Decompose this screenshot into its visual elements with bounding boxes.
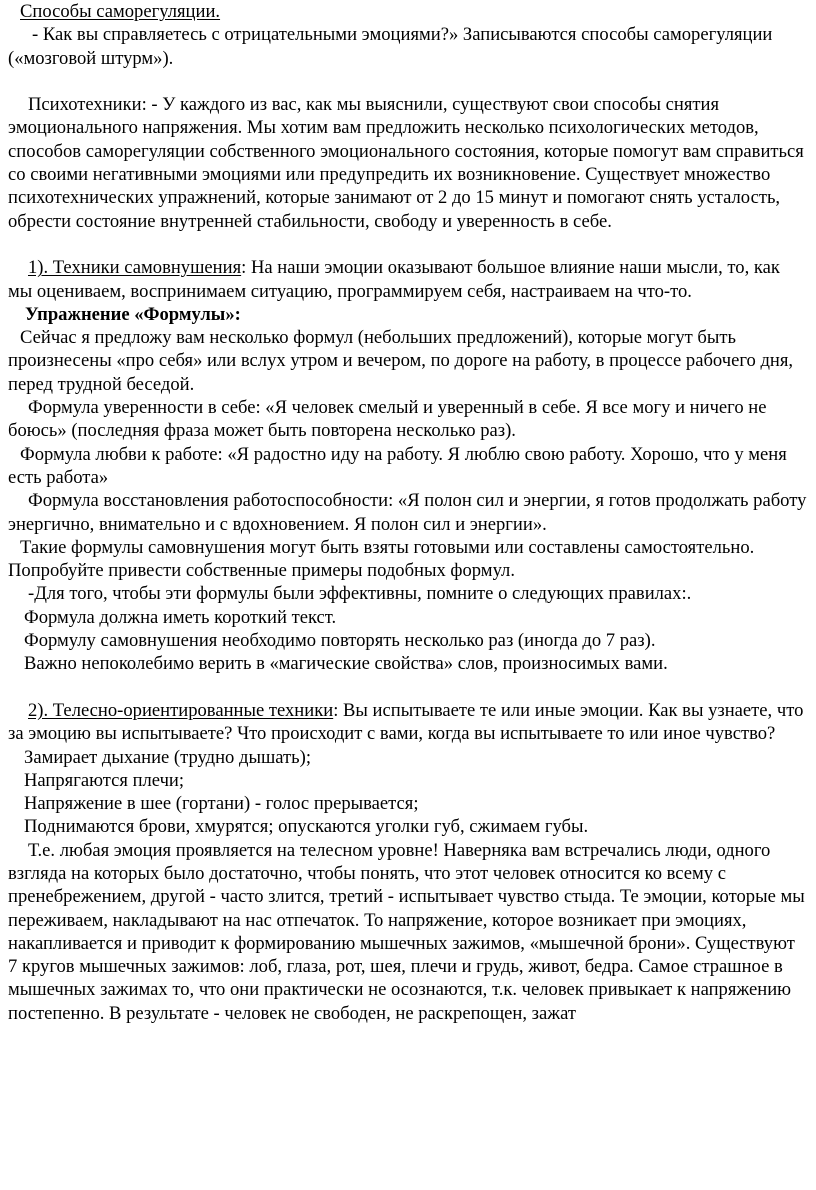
- sign-1-paragraph: Замирает дыхание (трудно дышать);: [24, 746, 312, 768]
- spacer: [8, 70, 808, 93]
- rule-1-paragraph: Формула должна иметь короткий текст.: [24, 606, 337, 628]
- formula-work-love-paragraph: Формула любви к работе: «Я радостно иду на работу. Я люблю свою работу. Хорошо, что у меня есть работа»: [8, 443, 787, 488]
- heading-text: Способы саморегуляции.: [20, 1, 221, 22]
- question-paragraph: - Как вы справляетесь с отрицательными эмоциями?» Записываются способы саморегуляции («мозговой штурм»).: [8, 24, 773, 69]
- rule-2-paragraph: Формулу самовнушения необходимо повторять несколько раз (иногда до 7 раз).: [24, 630, 656, 652]
- section-2-paragraph: [8, 699, 808, 746]
- rule-3-paragraph: Важно непоколебимо верить в «магические свойства» слов, произносимых вами.: [24, 653, 668, 675]
- section-1-title: 1). Техники самовнушения: [28, 257, 242, 279]
- section-1-paragraph: [8, 256, 808, 303]
- formula-recovery-paragraph: Формула восстановления работоспособности: «Я полон сил и энергии, я готов продолжать работу энергично, внимательно и с вдохновением. Я полон сил и энергии».: [8, 490, 807, 535]
- section-1-text: : На наши эмоции оказывают большое влияние наши мысли, то, как мы оцениваем, воспринимаем ситуацию, программируем себя, настраиваем на что-то.: [8, 257, 780, 302]
- exercise-title: Упражнение «Формулы»:: [25, 303, 241, 325]
- formula-confidence-paragraph: Формула уверенности в себе: «Я человек смелый и уверенный в себе. Я все могу и ничего не боюсь» (последняя фраза может быть повторена несколько раз).: [8, 397, 767, 442]
- spacer: [8, 676, 808, 699]
- sign-3-paragraph: Напряжение в шее (гортани) - голос прерывается;: [24, 793, 419, 815]
- body-paragraph: Т.е. любая эмоция проявляется на телесном уровне! Наверняка вам встречались люди, одного взгляда на которых было достаточно, чтобы понять, что этот человек относится ко всему с пренебрежением, другой - часто злится, третий - испытывает чувство стыда. Те эмоции, которые мы переживаем, накладывают на нас отпечаток. То напряжение, которое возникает при эмоциях, накапливается и приводит к формированию мышечных зажимов, «мышечной брони». Существуют 7 кругов мышечных зажимов: лоб, глаза, рот, шея, плечи и грудь, живот, бедра. Самое страшное в мышечных зажимах то, что они практически не осознаются, т.к. человек привыкает к напряжению постепенно. В результате - человек не свободен, не раскрепощен, зажат: [8, 839, 805, 1024]
- formulas-own-paragraph: Такие формулы самовнушения могут быть взяты готовыми или составлены самостоятельно. Попробуйте привести собственные примеры подобных формул.: [8, 536, 755, 582]
- spacer: [8, 233, 808, 256]
- rules-intro-paragraph: -Для того, чтобы эти формулы были эффективны, помните о следующих правилах:.: [28, 583, 692, 605]
- psychotechnics-paragraph: Психотехники: - У каждого из вас, как мы выяснили, существуют свои способы снятия эмоционального напряжения. Мы хотим вам предложить несколько психологических методов, способов саморегуляции собственного эмоционального состояния, которые помогут вам справиться со своими негативными эмоциями или предупредить их возникновение. Существует множество психотехнических упражнений, которые занимают от 2 до 15 минут и помогают снять усталость, обрести состояние внутренней стабильности, свободу и уверенность в себе.: [8, 94, 804, 232]
- page-heading: [8, 0, 808, 23]
- section-2-title: 2). Телесно-ориентированные техники: [28, 699, 334, 721]
- sign-4-paragraph: Поднимаются брови, хмурятся; опускаются уголки губ, сжимаем губы.: [24, 816, 589, 838]
- sign-2-paragraph: Напрягаются плечи;: [24, 769, 185, 791]
- section-2-text: : Вы испытываете те или иные эмоции. Как вы узнаете, что за эмоцию вы испытываете? Что происходит с вами, когда вы испытываете то или иное чувство?: [8, 699, 804, 745]
- formulas-intro-paragraph: Сейчас я предложу вам несколько формул (небольших предложений), которые могут быть произнесены «про себя» или вслух утром и вечером, по дороге на работу, в процессе рабочего дня, перед трудной беседой.: [8, 327, 794, 395]
